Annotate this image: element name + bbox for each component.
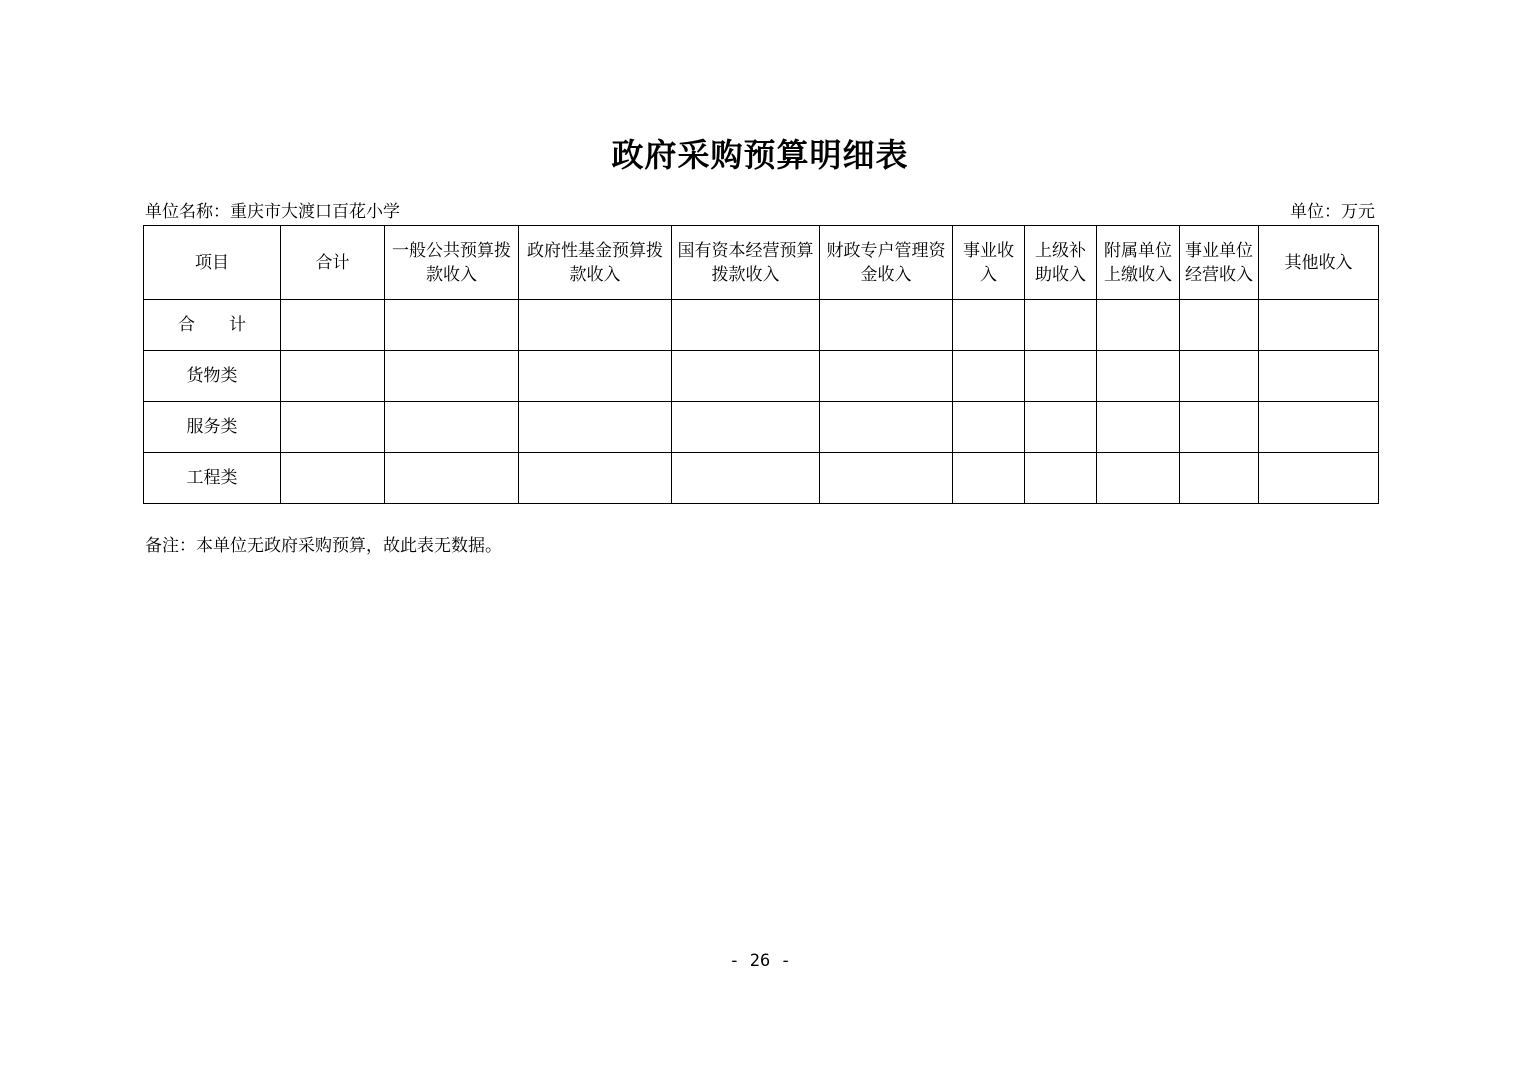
cell xyxy=(1025,402,1097,453)
cell xyxy=(672,300,820,351)
cell xyxy=(519,351,672,402)
cell xyxy=(385,453,519,504)
cell xyxy=(1097,402,1180,453)
cell xyxy=(953,300,1025,351)
table-row xyxy=(144,300,1379,351)
row-label-total: 合 计 xyxy=(144,300,281,351)
remark-note: 备注：本单位无政府采购预算，故此表无数据。 xyxy=(145,536,502,556)
header-business-income: 事业收入 xyxy=(953,226,1025,300)
header-business-operation: 事业单位经营收入 xyxy=(1180,226,1259,300)
cell xyxy=(953,453,1025,504)
header-general-budget: 一般公共预算拨款收入 xyxy=(385,226,519,300)
header-special-account: 财政专户管理资金收入 xyxy=(820,226,953,300)
header-other-income: 其他收入 xyxy=(1259,226,1379,300)
row-label-engineering: 工程类 xyxy=(144,453,281,504)
row-label-services: 服务类 xyxy=(144,402,281,453)
header-government-fund: 政府性基金预算拨款收入 xyxy=(519,226,672,300)
cell xyxy=(281,453,385,504)
cell xyxy=(1097,351,1180,402)
cell xyxy=(820,351,953,402)
cell xyxy=(1025,300,1097,351)
cell xyxy=(1180,402,1259,453)
cell xyxy=(1025,351,1097,402)
procurement-budget-table xyxy=(143,225,1379,504)
cell xyxy=(281,351,385,402)
header-subordinate-payment: 附属单位上缴收入 xyxy=(1097,226,1180,300)
cell xyxy=(281,402,385,453)
page-title: 政府采购预算明细表 xyxy=(611,136,909,174)
table-row xyxy=(144,351,1379,402)
cell xyxy=(1259,300,1379,351)
header-state-capital: 国有资本经营预算拨款收入 xyxy=(672,226,820,300)
table-header-row xyxy=(144,226,1379,300)
table-row xyxy=(144,453,1379,504)
cell xyxy=(385,300,519,351)
cell xyxy=(953,402,1025,453)
cell xyxy=(820,300,953,351)
page-number: - 26 - xyxy=(729,951,791,971)
cell xyxy=(1259,351,1379,402)
header-superior-subsidy: 上级补助收入 xyxy=(1025,226,1097,300)
cell xyxy=(1180,351,1259,402)
header-total: 合计 xyxy=(281,226,385,300)
cell xyxy=(953,351,1025,402)
cell xyxy=(672,351,820,402)
cell xyxy=(672,453,820,504)
row-label-goods: 货物类 xyxy=(144,351,281,402)
cell xyxy=(1180,300,1259,351)
cell xyxy=(1180,453,1259,504)
cell xyxy=(820,453,953,504)
cell xyxy=(820,402,953,453)
cell xyxy=(1097,453,1180,504)
unit-name-label: 单位名称：重庆市大渡口百花小学 xyxy=(145,202,400,222)
cell xyxy=(385,351,519,402)
header-item: 项目 xyxy=(144,226,281,300)
cell xyxy=(519,453,672,504)
cell xyxy=(672,402,820,453)
cell xyxy=(1025,453,1097,504)
cell xyxy=(1097,300,1180,351)
cell xyxy=(281,300,385,351)
cell xyxy=(519,300,672,351)
table-row xyxy=(144,402,1379,453)
currency-unit-label: 单位：万元 xyxy=(1290,202,1375,222)
cell xyxy=(1259,453,1379,504)
cell xyxy=(1259,402,1379,453)
cell xyxy=(385,402,519,453)
cell xyxy=(519,402,672,453)
